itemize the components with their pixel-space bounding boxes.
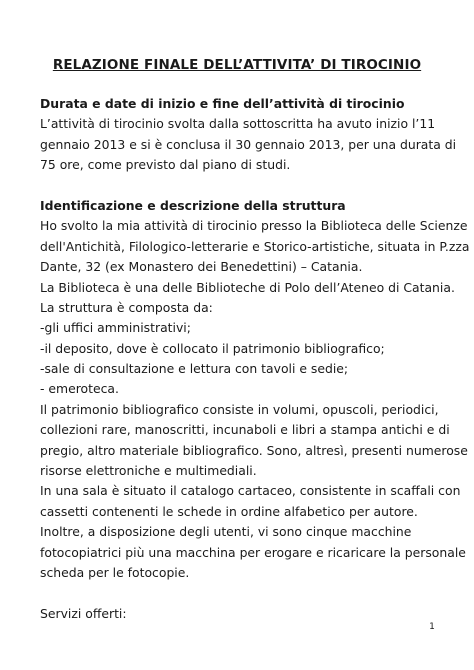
document-title: RELAZIONE FINALE DELL’ATTIVITA’ DI TIROCINIO — [52, 57, 422, 73]
paragraph-line: La struttura è composta da: — [40, 299, 213, 315]
list-item: -il deposito, dove è collocato il patrimonio bibliografico; — [40, 340, 385, 356]
section-heading-duration: Durata e date di inizio e fine dell’attività di tirocinio — [40, 96, 405, 111]
page-number: 1 — [429, 622, 435, 632]
paragraph-line: Inoltre, a disposizione degli utenti, vi sono cinque macchine — [40, 524, 412, 540]
paragraph-line: collezioni rare, manoscritti, incunaboli e libri a stampa antichi e di — [40, 422, 450, 438]
blank-line — [40, 583, 460, 603]
list-item: - emeroteca. — [40, 381, 119, 397]
section-heading-structure: Identificazione e descrizione della struttura — [40, 197, 346, 213]
paragraph-line: cassetti contenenti le schede in ordine alfabetico per autore. — [40, 503, 418, 519]
paragraph-line: Ho svolto la mia attività di tirocinio presso la Biblioteca delle Scienze — [40, 218, 468, 234]
paragraph-line: scheda per le fotocopie. — [40, 564, 190, 580]
paragraph-line: Il patrimonio bibliografico consiste in volumi, opuscoli, periodici, — [40, 401, 439, 417]
paragraph-line: 75 ore, come previsto dal piano di studi. — [40, 157, 291, 173]
section-heading-services: Servizi offerti: — [40, 605, 127, 621]
list-item: -gli uffici amministrativi; — [40, 320, 191, 336]
paragraph-line: In una sala è situato il catalogo cartaceo, consistente in scaffali con — [40, 483, 461, 499]
paragraph-line: gennaio 2013 e si è conclusa il 30 gennaio 2013, per una durata di — [40, 136, 457, 152]
paragraph-line: fotocopiatrici più una macchina per erogare e ricaricare la personale — [40, 544, 466, 560]
document-body — [40, 94, 470, 624]
paragraph-line: pregio, altro materiale bibliografico. Sono, altresì, presenti numerose — [40, 442, 468, 458]
paragraph-line: La Biblioteca è una delle Biblioteche di Polo dell’Ateneo di Catania. — [40, 279, 455, 295]
paragraph-line: dell'Antichità, Filologico-letterarie e Storico-artistiche, situata in P.zza — [40, 238, 470, 254]
list-item: -sale di consultazione e lettura con tavoli e sedie; — [40, 361, 349, 377]
blank-line — [40, 176, 460, 196]
paragraph-line: risorse elettroniche e multimediali. — [40, 463, 257, 479]
paragraph-line: Dante, 32 (ex Monastero dei Benedettini) – Catania. — [40, 259, 363, 275]
paragraph-line: L’attività di tirocinio svolta dalla sottoscritta ha avuto inizio l’11 — [40, 116, 436, 132]
